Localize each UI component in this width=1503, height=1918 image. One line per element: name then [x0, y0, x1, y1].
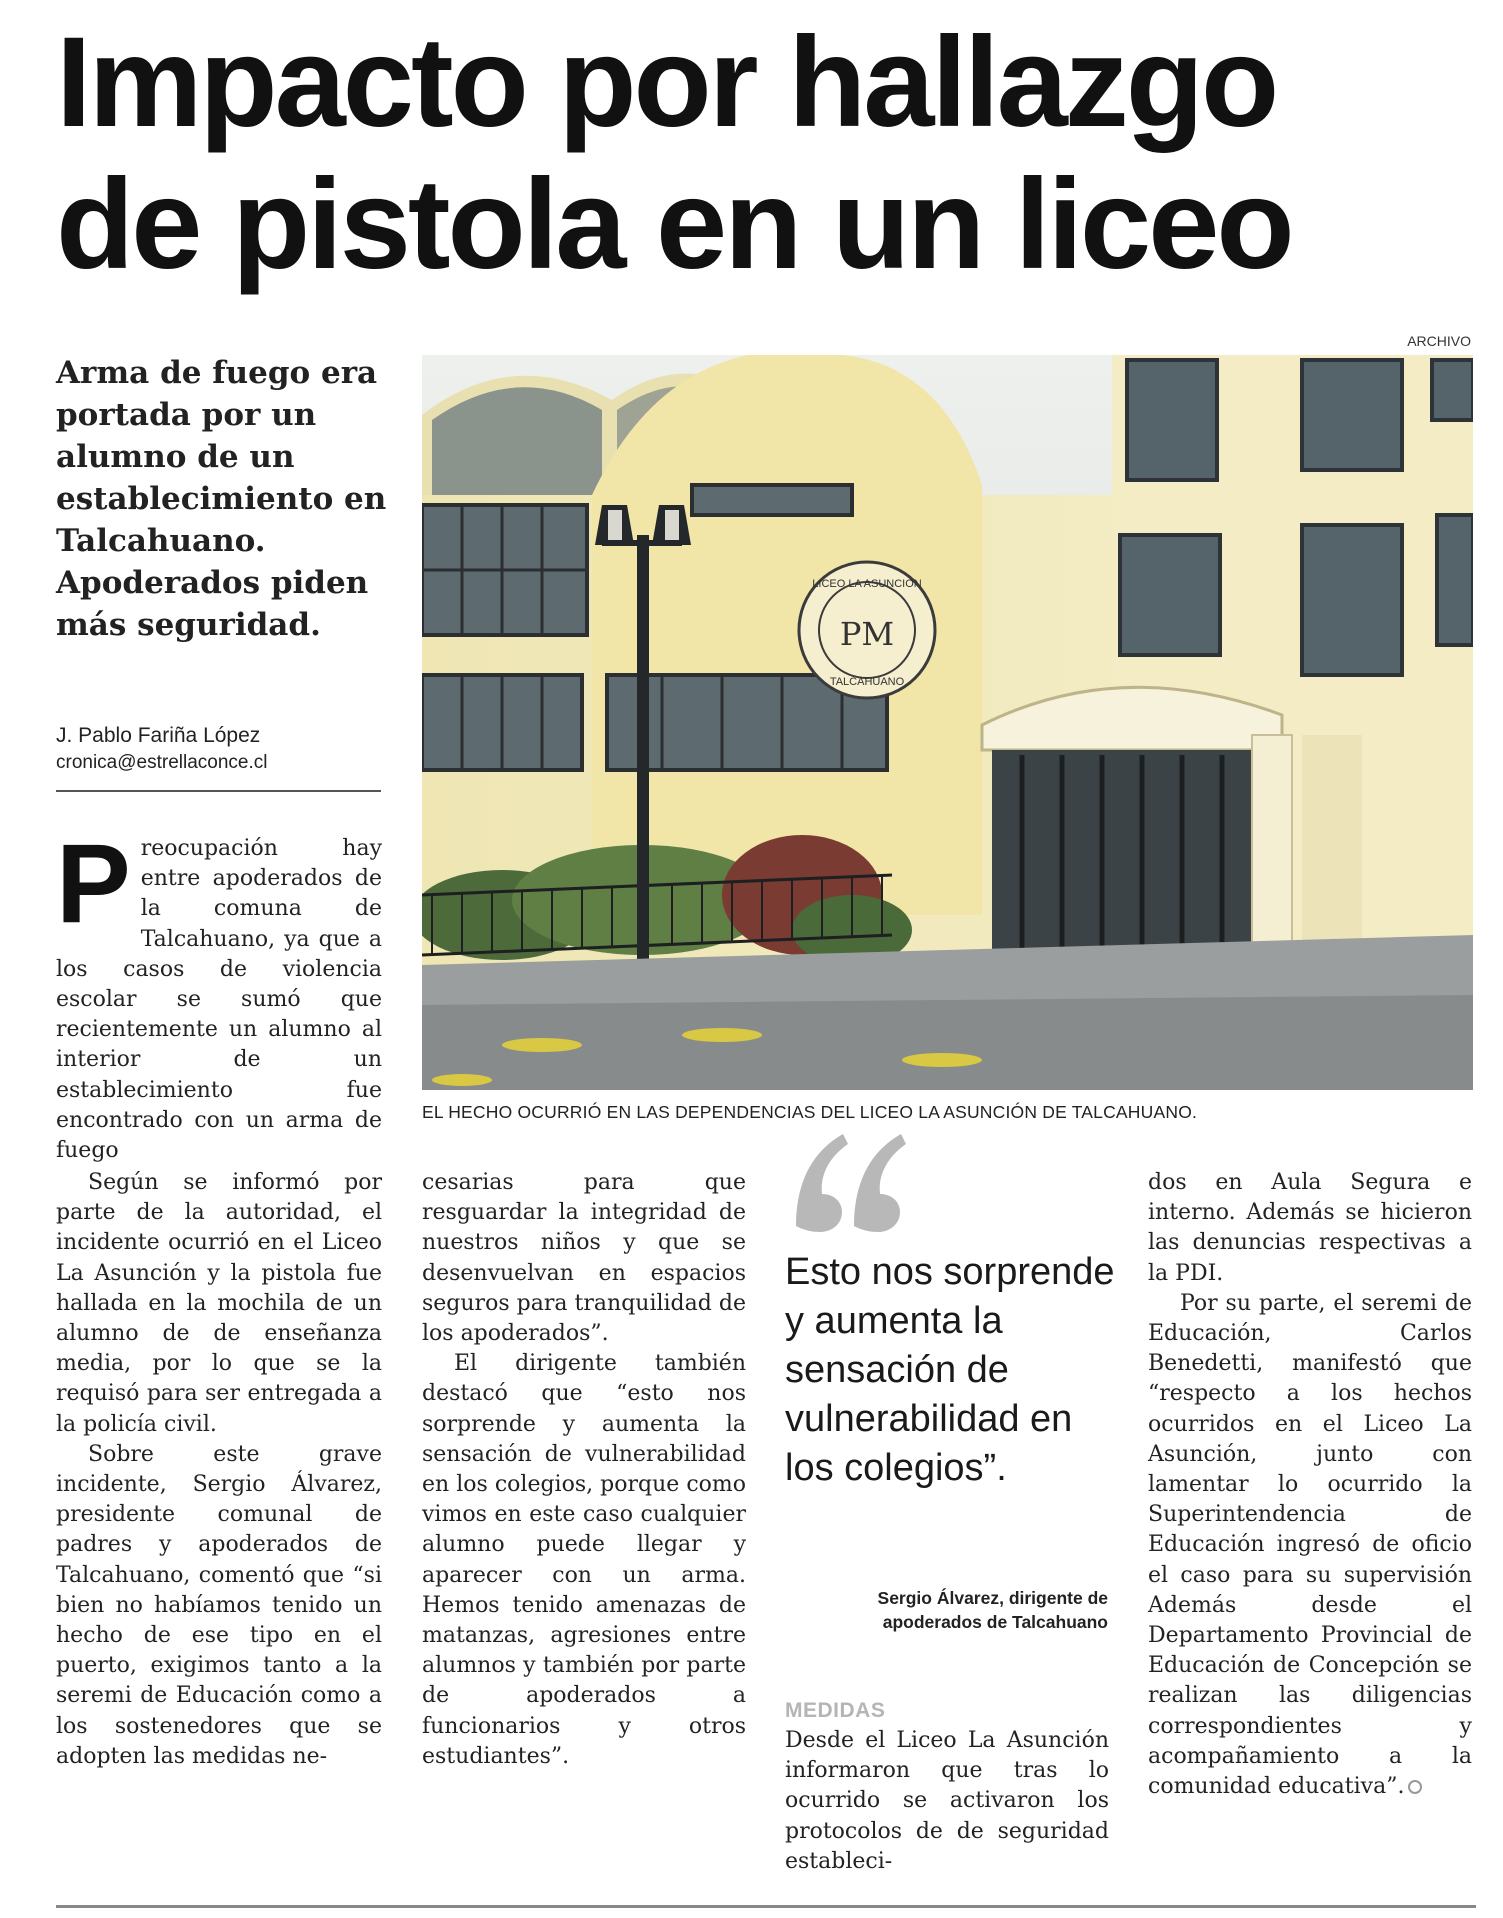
body-column-1 — [56, 1168, 382, 1772]
deck: Arma de fuego era portada por un alumno de un establecimiento en Talcahuano. Apoderados piden más seguridad. — [56, 355, 387, 643]
school-photo — [422, 355, 1473, 1090]
end-of-article-icon — [1408, 1780, 1422, 1794]
author-name: J. Pablo Fariña López — [56, 724, 261, 747]
author-email: cronica@estrellaconce.cl — [56, 752, 268, 773]
school-seal — [799, 562, 935, 698]
body-column-2 — [422, 1168, 746, 1772]
byline-divider — [56, 790, 381, 792]
body-column-4 — [1148, 1168, 1472, 1802]
headline-line-1: Impacto por hallazgo — [56, 11, 1277, 154]
quotation-mark-icon — [788, 1126, 908, 1236]
paragraph-5-continued: dos en Aula Segura e interno. Además se hicieron las denuncias respectivas a la PDI. — [1148, 1170, 1472, 1286]
paragraph-5: Desde el Liceo La Asunción informaron que tras lo ocurrido se activaron los protocolos de de seguridad estableci- — [785, 1728, 1109, 1874]
svg-text:TALCAHUANO: TALCAHUANO — [829, 676, 905, 688]
paragraph-1: Preocupación hay entre apoderados de la comuna de Talcahuano, ya que a los casos de violencia escolar se sumó que recientemente un alumno al interior de un establecimiento fue encontrado con un arma de fuego — [56, 821, 382, 1164]
paragraph-2: Según se informó por parte de la autoridad, el incidente ocurrió en el Liceo La Asunción y la pistola fue hallada en la mochila de un alumno de de enseñanza media, por lo que se la requisó para ser entregada a la policía civil. — [56, 1170, 382, 1437]
drop-cap: P — [56, 821, 131, 946]
byline — [56, 722, 386, 776]
pull-quote: Esto nos sorprende y aumenta la sensación de vulnerabilidad en los colegios”. — [785, 1251, 1115, 1489]
headline — [56, 12, 1486, 296]
paragraph-3-continued: cesarias para que resguardar la integridad de nuestros niños y que se desenvuelvan en espacios seguros para tranquilidad de los apoderados”. — [422, 1170, 746, 1347]
paragraph-3: Sobre este grave incidente, Sergio Álvarez, presidente comunal de padres y apoderados de Talcahuano, comentó que “si bien no habíamos tenido un hecho de ese tipo en el puerto, exigimos tanto a la seremi de Educación como a los sostenedores que se adopten las medidas ne- — [56, 1441, 382, 1769]
pull-quote-attribution: Sergio Álvarez, dirigente de apoderados de Talcahuano — [877, 1588, 1108, 1632]
paragraph-4: El dirigente también destacó que “esto nos sorprende y aumenta la sensación de vulnerabilidad en los colegios, porque como vimos en este caso cualquier alumno puede llegar y aparecer con un arma. Hemos tenido amenazas de matanzas, agresiones entre alumnos y también por parte de apoderados a funcionarios y otros estudiantes”. — [422, 1351, 746, 1769]
photo-credit: ARCHIVO — [1407, 333, 1471, 349]
photo-caption: EL HECHO OCURRIÓ EN LAS DEPENDENCIAS DEL LICEO LA ASUNCIÓN DE TALCAHUANO. — [422, 1102, 1198, 1122]
body-column-1-top — [56, 821, 382, 1166]
body-column-3 — [785, 1726, 1109, 1877]
svg-text:PM: PM — [839, 615, 895, 653]
school-building-illustration — [422, 355, 1473, 1090]
paragraph-6: Por su parte, el seremi de Educación, Carlos Benedetti, manifestó que “respecto a los hechos ocurridos en el Liceo La Asunción, junto con lamentar lo ocurrido la Superintendencia de Educación ingresó de oficio el caso para su supervisión Además desde el Departamento Provincial de Educación de Concepción se realizan las diligencias correspondientes y acompañamiento a la comunidad educativa”. — [1148, 1290, 1472, 1800]
section-subhead: MEDIDAS — [785, 1699, 886, 1722]
bottom-divider — [56, 1905, 1476, 1908]
headline-line-2: de pistola en un liceo — [56, 153, 1292, 296]
svg-text:LICEO LA ASUNCION: LICEO LA ASUNCION — [812, 578, 922, 590]
